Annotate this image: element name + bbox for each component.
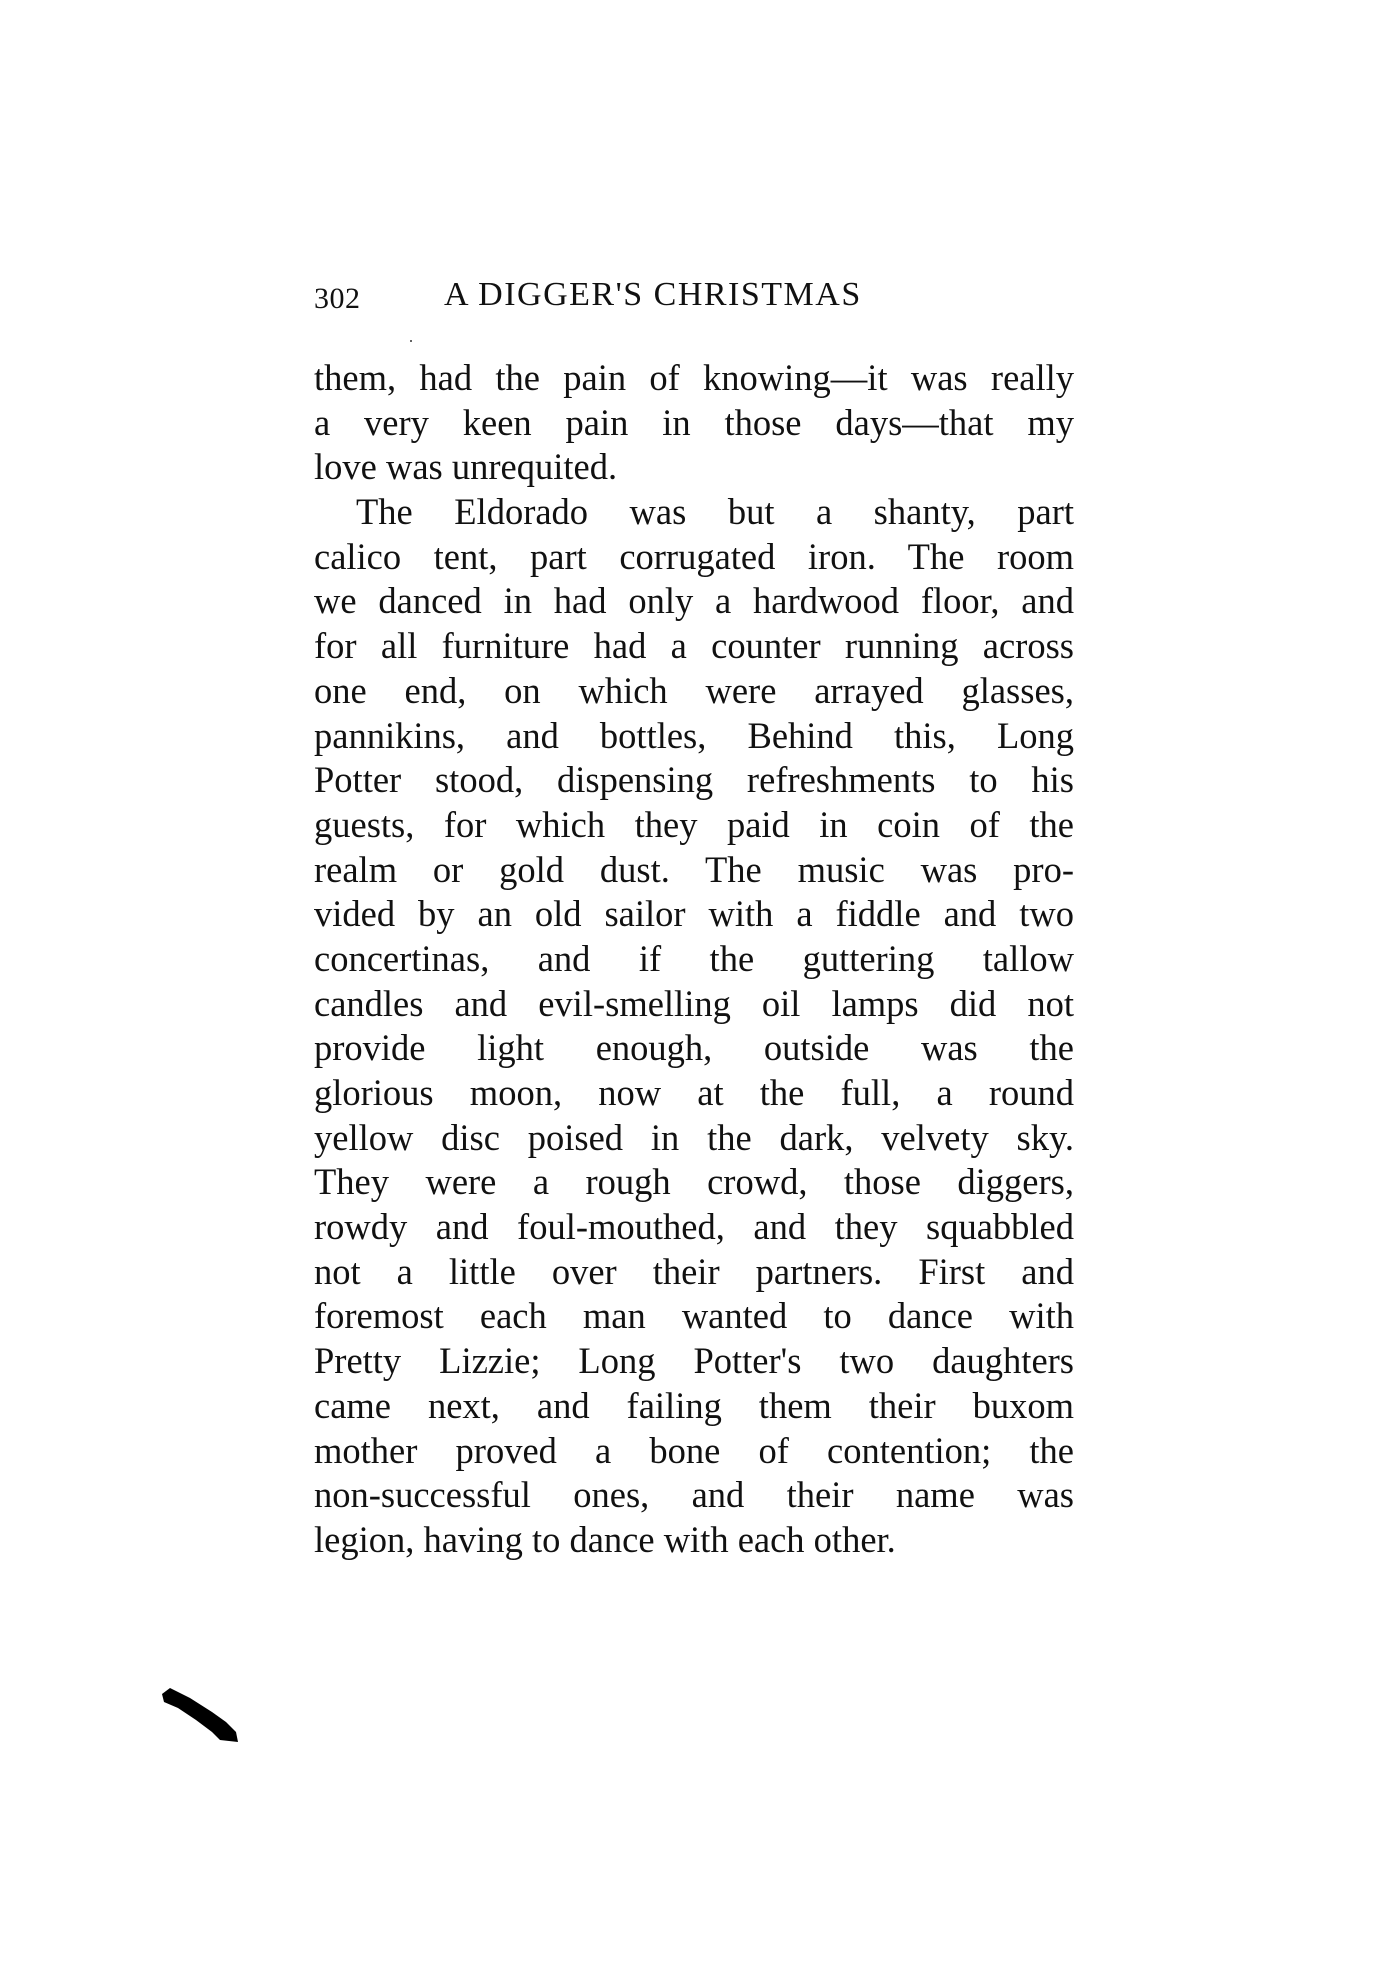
text-line: guests, for which they paid in coin of the — [314, 803, 1074, 845]
text-line: yellow disc poised in the dark, velvety sky. — [314, 1116, 1074, 1158]
text-line: mother proved a bone of contention; the — [314, 1429, 1074, 1471]
text-line: them, had the pain of knowing—it was really — [314, 357, 1074, 398]
text-line: one end, on which were arrayed glasses, — [314, 669, 1074, 711]
running-title: A DIGGER'S CHRISTMAS — [444, 276, 862, 313]
text-line: came next, and failing them their buxom — [314, 1384, 1074, 1426]
paragraph-end-line: legion, having to dance with each other. — [314, 1518, 896, 1560]
ink-smudge — [160, 1688, 240, 1744]
running-head — [314, 276, 1074, 320]
paragraph-start-line: The Eldorado was but a shanty, part — [356, 491, 1074, 533]
text-line: calico tent, part corrugated iron. The room — [314, 535, 1074, 577]
text-line: They were a rough crowd, those diggers, — [314, 1161, 1074, 1203]
text-line: concertinas, and if the guttering tallow — [314, 937, 1074, 979]
text-line: Potter stood, dispensing refreshments to his — [314, 759, 1074, 801]
text-line: for all furniture had a counter running across — [314, 625, 1074, 667]
text-line: provide light enough, outside was the — [314, 1027, 1074, 1069]
print-speck — [410, 340, 412, 342]
paragraph-end-line: love was unrequited. — [314, 446, 618, 488]
text-line: candles and evil-smelling oil lamps did not — [314, 982, 1074, 1024]
text-line: pannikins, and bottles, Behind this, Long — [314, 714, 1074, 756]
text-line: non-successful ones, and their name was — [314, 1474, 1074, 1516]
text-line: we danced in had only a hardwood floor, and — [314, 580, 1074, 622]
text-line: not a little over their partners. First and — [314, 1250, 1074, 1292]
ink-smudge-shape — [162, 1688, 238, 1742]
text-line: glorious moon, now at the full, a round — [314, 1072, 1074, 1113]
body-text — [314, 356, 1074, 1563]
text-line: realm or gold dust. The music was pro- — [314, 848, 1074, 890]
text-line: rowdy and foul-mouthed, and they squabbled — [314, 1206, 1074, 1248]
page-number: 302 — [314, 282, 361, 315]
text-line: foremost each man wanted to dance with — [314, 1295, 1074, 1337]
text-line: Pretty Lizzie; Long Potter's two daughters — [314, 1340, 1074, 1382]
text-line: vided by an old sailor with a fiddle and two — [314, 893, 1074, 935]
text-line: a very keen pain in those days—that my — [314, 401, 1074, 443]
